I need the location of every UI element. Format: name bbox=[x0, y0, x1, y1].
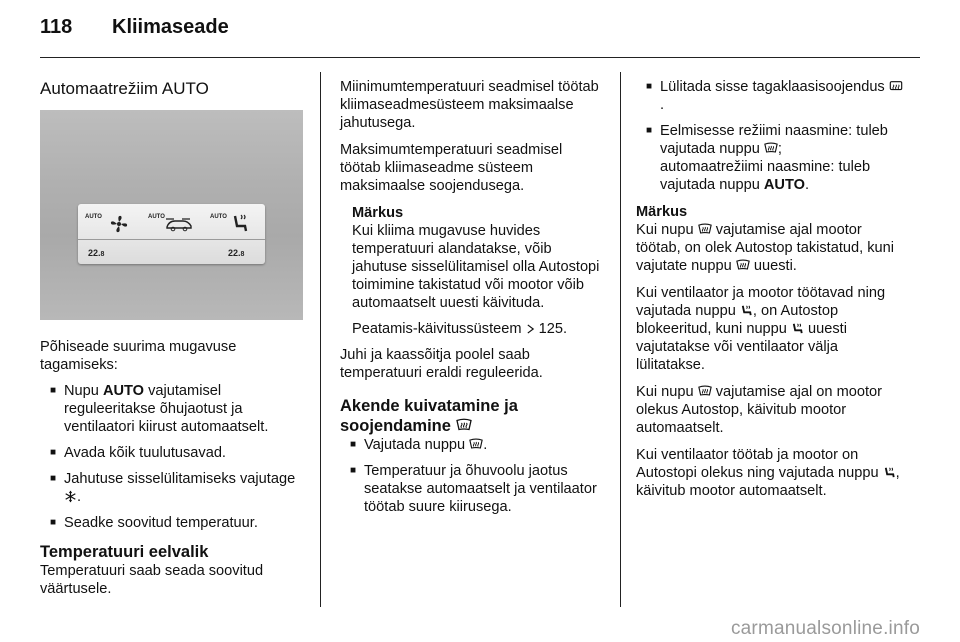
note-title: Märkus bbox=[636, 204, 688, 220]
auto-button-label: AUTO bbox=[102, 383, 145, 399]
rear-window-heater-icon bbox=[889, 80, 903, 93]
windscreen-defrost-icon bbox=[698, 385, 712, 398]
page-reference-icon bbox=[526, 323, 535, 335]
list-item: ■ Vajutada nuppu . bbox=[340, 436, 604, 454]
defrost-list bbox=[340, 436, 604, 516]
paragraph-min-temp: Miinimumtemperatuuri seadmisel töötab kliimaseadmesüsteem maksimaalse jahutusega. bbox=[340, 79, 599, 131]
note-title: Märkus bbox=[352, 205, 404, 221]
seat-air-icon bbox=[791, 322, 804, 335]
intro-text: Põhiseade suurima mugavuse tagamiseks: bbox=[40, 339, 237, 373]
note-reference: Peatamis-käivitussüsteem 125. bbox=[352, 321, 568, 337]
note-block bbox=[340, 204, 604, 338]
note-paragraph: Kui nupu vajutamise ajal on mootor olekus Autostop, käivitub mootor automaatselt. bbox=[636, 384, 883, 436]
list-item: ■ Eelmisesse režiimi naasmine: tuleb vajutada nuppu ; automaatrežiimi naasmine: tuleb vajutada nuppu AUTO. bbox=[636, 122, 904, 194]
list-item: ■ Nupu AUTO vajutamisel reguleeritakse õhujaotust ja ventilaatori kiirust automaatselt. bbox=[40, 382, 306, 436]
auto-mode-list bbox=[40, 382, 306, 532]
column-3 bbox=[636, 78, 904, 509]
chapter-title: Kliimaseade bbox=[112, 16, 229, 38]
air-distribution-icon bbox=[164, 216, 194, 232]
subsection-text: Temperatuuri saab seada soovitud väärtusele. bbox=[40, 563, 264, 597]
windscreen-defrost-icon bbox=[469, 438, 483, 451]
climate-control-panel bbox=[78, 204, 265, 264]
panel-auto-label-left: AUTO bbox=[85, 214, 102, 220]
note-paragraph: Kui nupu vajutamise ajal mootor töötab, on olek Autostop takistatud, kuni vajutate nuppu uuesti. bbox=[636, 222, 894, 274]
windscreen-defrost-icon bbox=[698, 223, 712, 236]
panel-auto-label-right: AUTO bbox=[210, 214, 227, 220]
snowflake-icon bbox=[64, 490, 77, 503]
note-paragraph: Kui ventilaator töötab ja mootor on Autostopi olekus ning vajutada nuppu , käivitub mootor automaatselt. bbox=[636, 447, 900, 499]
column-divider-2 bbox=[620, 72, 621, 607]
header-rule bbox=[40, 57, 920, 58]
section-title-defrost: Akende kuivatamine ja soojendamine bbox=[340, 397, 518, 435]
auto-button-label: AUTO bbox=[763, 177, 805, 193]
list-item: ■ Avada kõik tuulutusavad. bbox=[40, 444, 306, 462]
list-item: ■ Temperatuur ja õhuvoolu jaotus seatakse automaatselt ja ventilaator töötab suure kiirusega. bbox=[340, 462, 604, 516]
panel-divider bbox=[78, 239, 265, 240]
column-2 bbox=[340, 78, 604, 525]
temp-right-display: 22.8 bbox=[228, 248, 245, 258]
seat-air-icon bbox=[230, 213, 250, 233]
watermark: carmanualsonline.info bbox=[730, 618, 920, 639]
seat-air-icon bbox=[883, 466, 896, 479]
defrost-list-continued bbox=[636, 78, 904, 194]
windscreen-defrost-icon bbox=[736, 259, 750, 272]
list-item: ■ Jahutuse sisselülitamiseks vajutage . bbox=[40, 470, 306, 506]
list-item: ■ Lülitada sisse tagaklaasisoojendus . bbox=[636, 78, 904, 114]
paragraph-dual-zone: Juhi ja kaassõitja poolel saab temperatuuri eraldi reguleerida. bbox=[340, 347, 543, 381]
panel-auto-label-mid: AUTO bbox=[148, 214, 165, 220]
windscreen-defrost-icon bbox=[764, 142, 778, 155]
paragraph-max-temp: Maksimumtemperatuuri seadmisel töötab kliimaseadme süsteem maksimaalse soojendusega. bbox=[340, 142, 563, 194]
page-number: 118 bbox=[40, 16, 73, 38]
section-title-auto-mode: Automaatrežiim AUTO bbox=[40, 79, 209, 98]
temp-left-display: 22.8 bbox=[88, 248, 105, 258]
windscreen-defrost-icon bbox=[456, 418, 472, 433]
seat-air-icon bbox=[740, 304, 753, 317]
note-text: Kui kliima mugavuse huvides temperatuuri alandatakse, võib jahutuse sisselülitamisel olla Autostopi toimimine takistatud või mootor võib automaatselt uuesti käivituda. bbox=[352, 223, 600, 311]
list-item: ■ Seadke soovitud temperatuur. bbox=[40, 514, 306, 532]
column-1 bbox=[40, 78, 306, 607]
column-divider-1 bbox=[320, 72, 321, 607]
note-paragraph: Kui ventilaator ja mootor töötavad ning vajutada nuppu , on Autostop blokeeritud, kuni nuppu uuesti vajutatakse või ventilaator välja lülitatakse. bbox=[636, 285, 886, 373]
fan-icon bbox=[108, 213, 130, 235]
subsection-title-temp-preset: Temperatuuri eelvalik bbox=[40, 543, 209, 561]
climate-panel-photo bbox=[40, 110, 303, 320]
